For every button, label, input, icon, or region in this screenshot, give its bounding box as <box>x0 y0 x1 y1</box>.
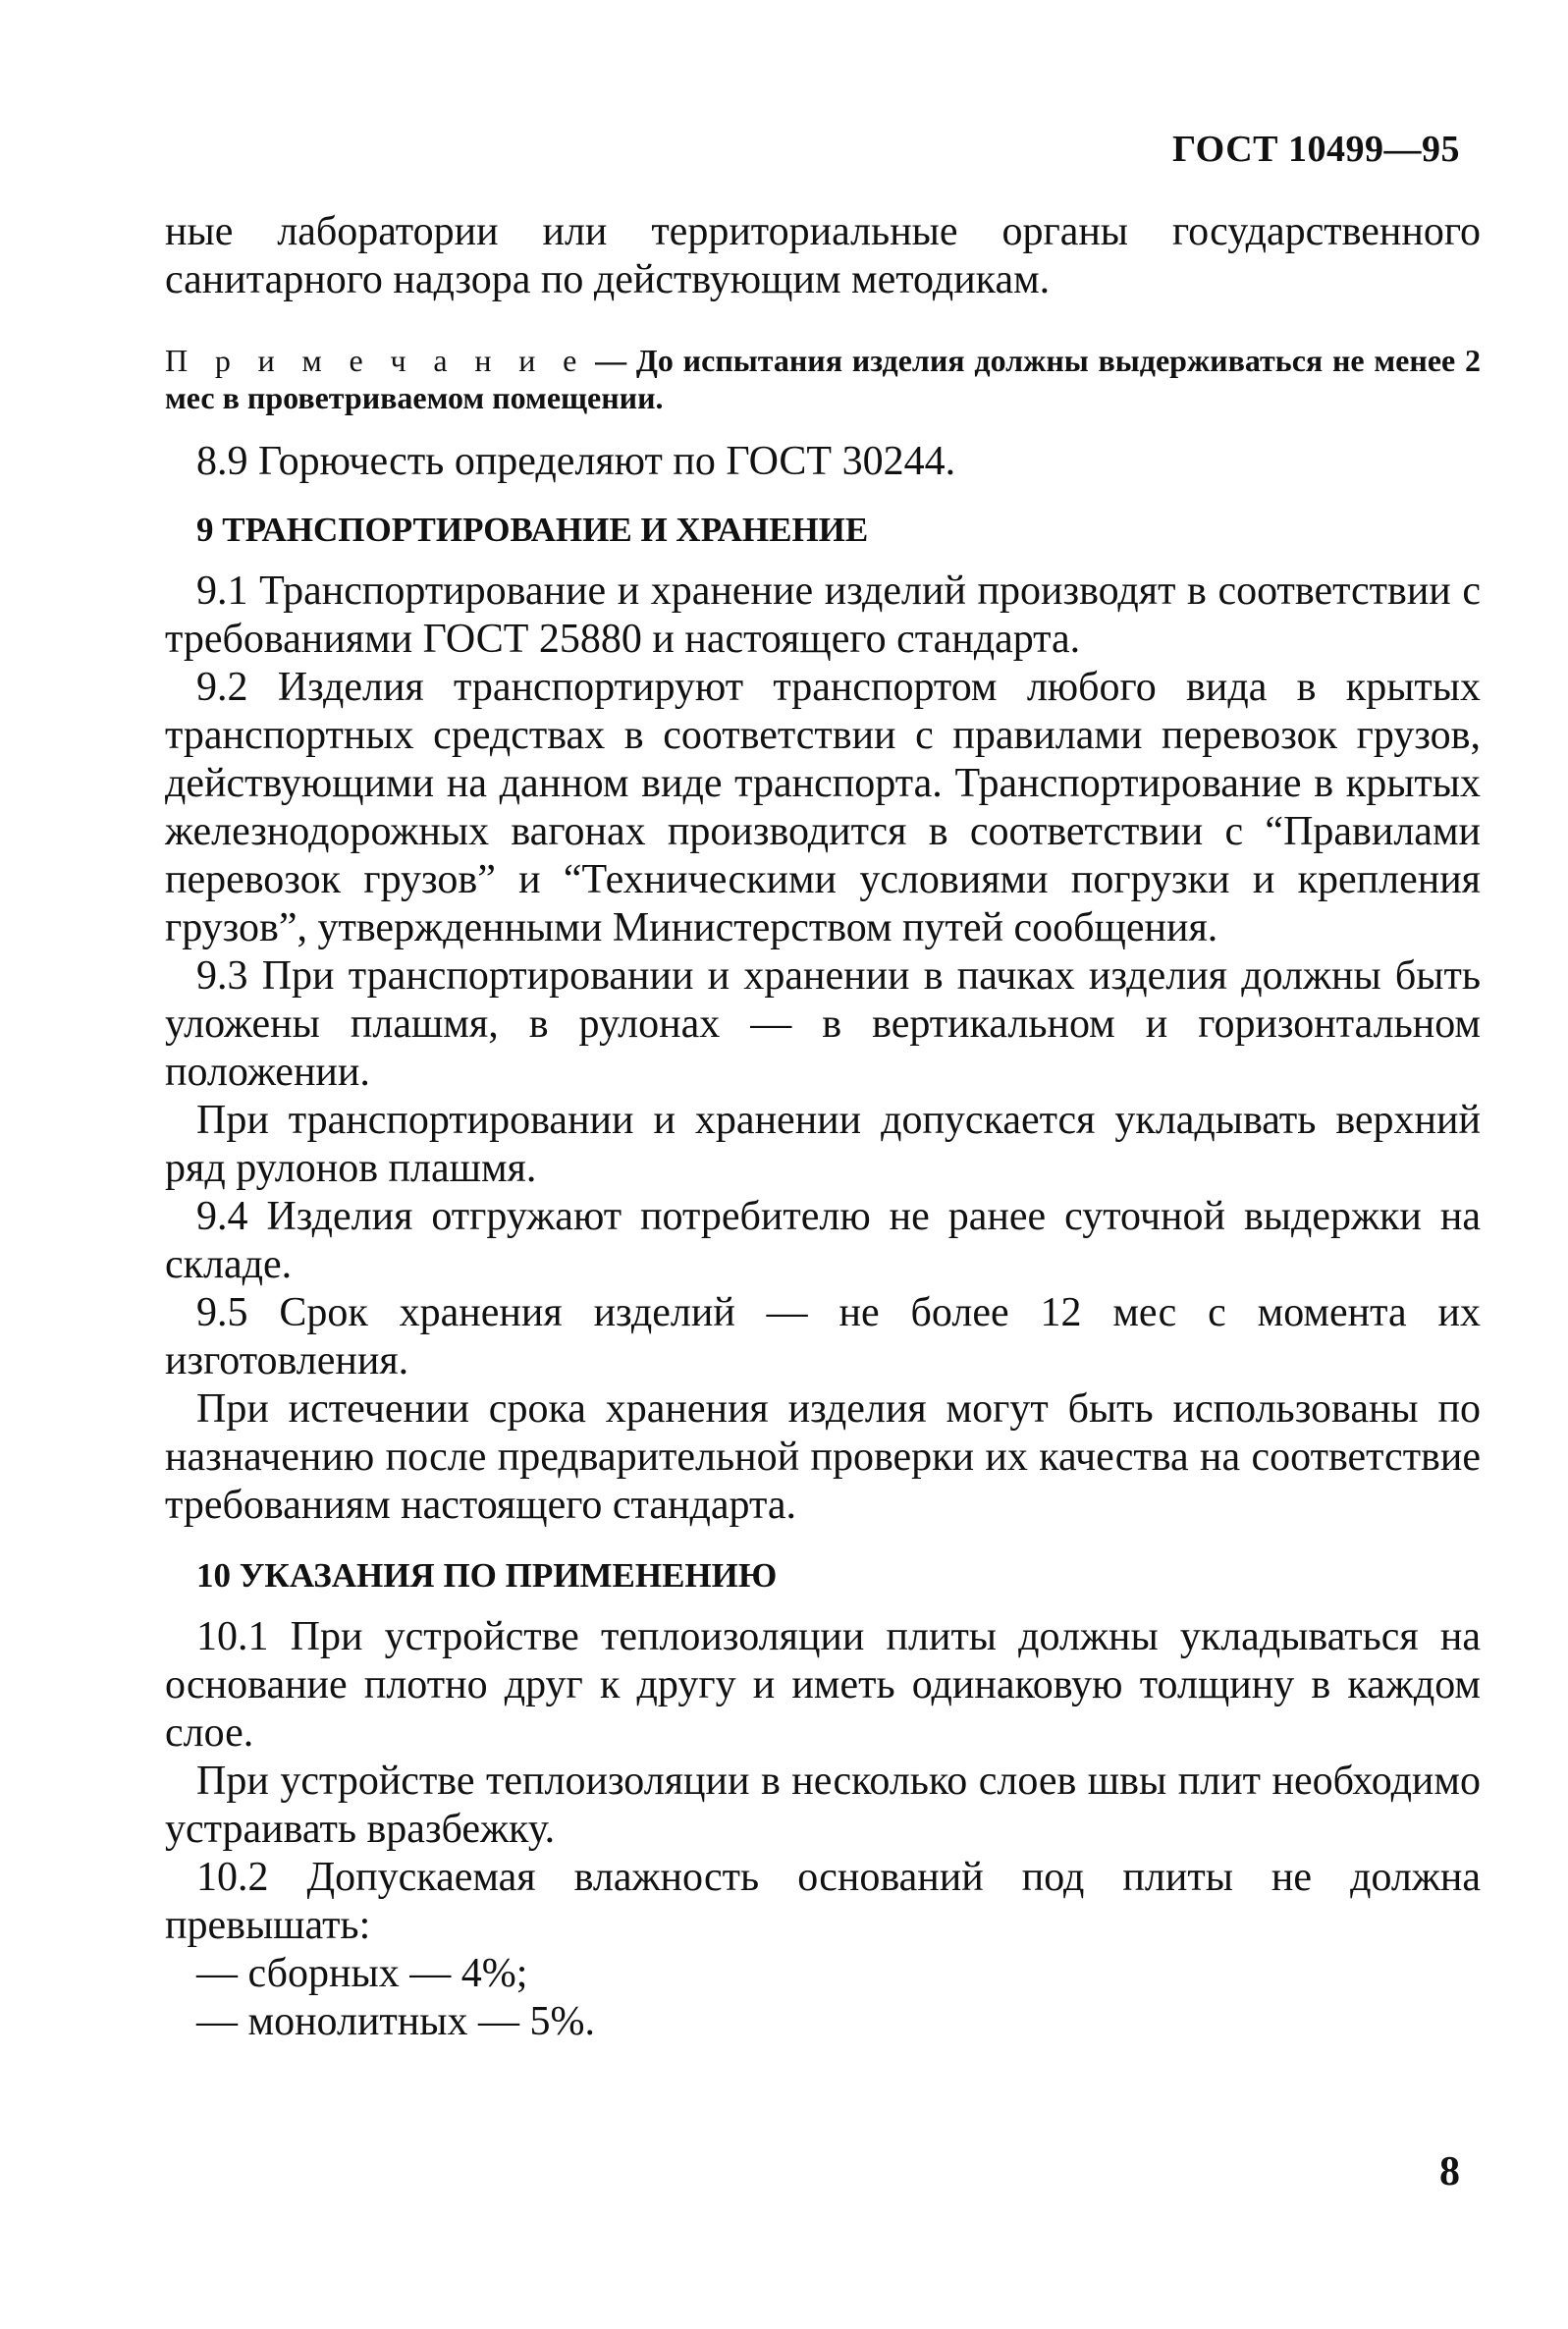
paragraph-9-3-b: При транспортировании и хранении допускается укладывать верхний ряд рулонов плашмя. <box>165 1098 1481 1191</box>
note-label: П р и м е ч а н и е <box>165 343 586 378</box>
paragraph-8-9: 8.9 Горючесть определяют по ГОСТ 30244. <box>196 439 956 484</box>
note-text: — До испытания изделия должны выдерживаться не менее 2 мес в проветриваемом помещении. <box>165 343 1482 415</box>
section-10-title: 10 УКАЗАНИЯ ПО ПРИМЕНЕНИЮ <box>196 1556 778 1595</box>
page-content <box>165 208 1481 2046</box>
paragraph-10-2: 10.2 Допускаемая влажность оснований под плиты не должна превышать: <box>165 1855 1481 1948</box>
paragraph-9-2: 9.2 Изделия транспортируют транспортом любого вида в крытых транспортных средствах в соответствии с правилами перевозок грузов, действующими на данном виде транспорта. Транспортирование в крытых железнодорожных вагонах производится в соответствии с “Правилами перевозок грузов” и “Техническими условиями погрузки и крепления грузов”, утвержденными Министерством путей сообщения. <box>165 665 1481 950</box>
paragraph-9-5: 9.5 Срок хранения изделий — не более 12 мес с момента их изготовления. <box>165 1290 1481 1383</box>
note-paragraph <box>165 342 1481 416</box>
paragraph-continuation: ные лаборатории или территориальные органы государственного санитарного надзора по действующим методикам. <box>165 209 1481 302</box>
paragraph-10-1-b: При устройстве теплоизоляции в несколько слоев швы плит необходимо устраивать вразбежку. <box>165 1759 1481 1852</box>
list-item-prefab: — сборных — 4%; <box>196 1951 528 1996</box>
document-code-header: ГОСТ 10499—95 <box>1171 129 1460 170</box>
paragraph-9-5-b: При истечении срока хранения изделия могут быть использованы по назначению после предварительной проверки их качества на соответствие требованиям настоящего стандарта. <box>165 1386 1481 1528</box>
paragraph-9-1: 9.1 Транспортирование и хранение изделий производят в соответствии с требованиями ГОСТ 25880 и настоящего стандарта. <box>165 569 1481 662</box>
paragraph-9-4: 9.4 Изделия отгружают потребителю не ранее суточной выдержки на складе. <box>165 1194 1481 1287</box>
paragraph-10-1: 10.1 При устройстве теплоизоляции плиты должны укладываться на основание плотно друг к другу и иметь одинаковую толщину в каждом слое. <box>165 1614 1481 1756</box>
list-item-monolithic: — монолитных — 5%. <box>196 1999 595 2044</box>
page-number: 8 <box>1439 2149 1460 2194</box>
section-9-title: 9 ТРАНСПОРТИРОВАНИЕ И ХРАНЕНИЕ <box>196 511 869 549</box>
paragraph-9-3: 9.3 При транспортировании и хранении в пачках изделия должны быть уложены плашмя, в рулонах — в вертикальном и горизонтальном положении. <box>165 953 1481 1095</box>
